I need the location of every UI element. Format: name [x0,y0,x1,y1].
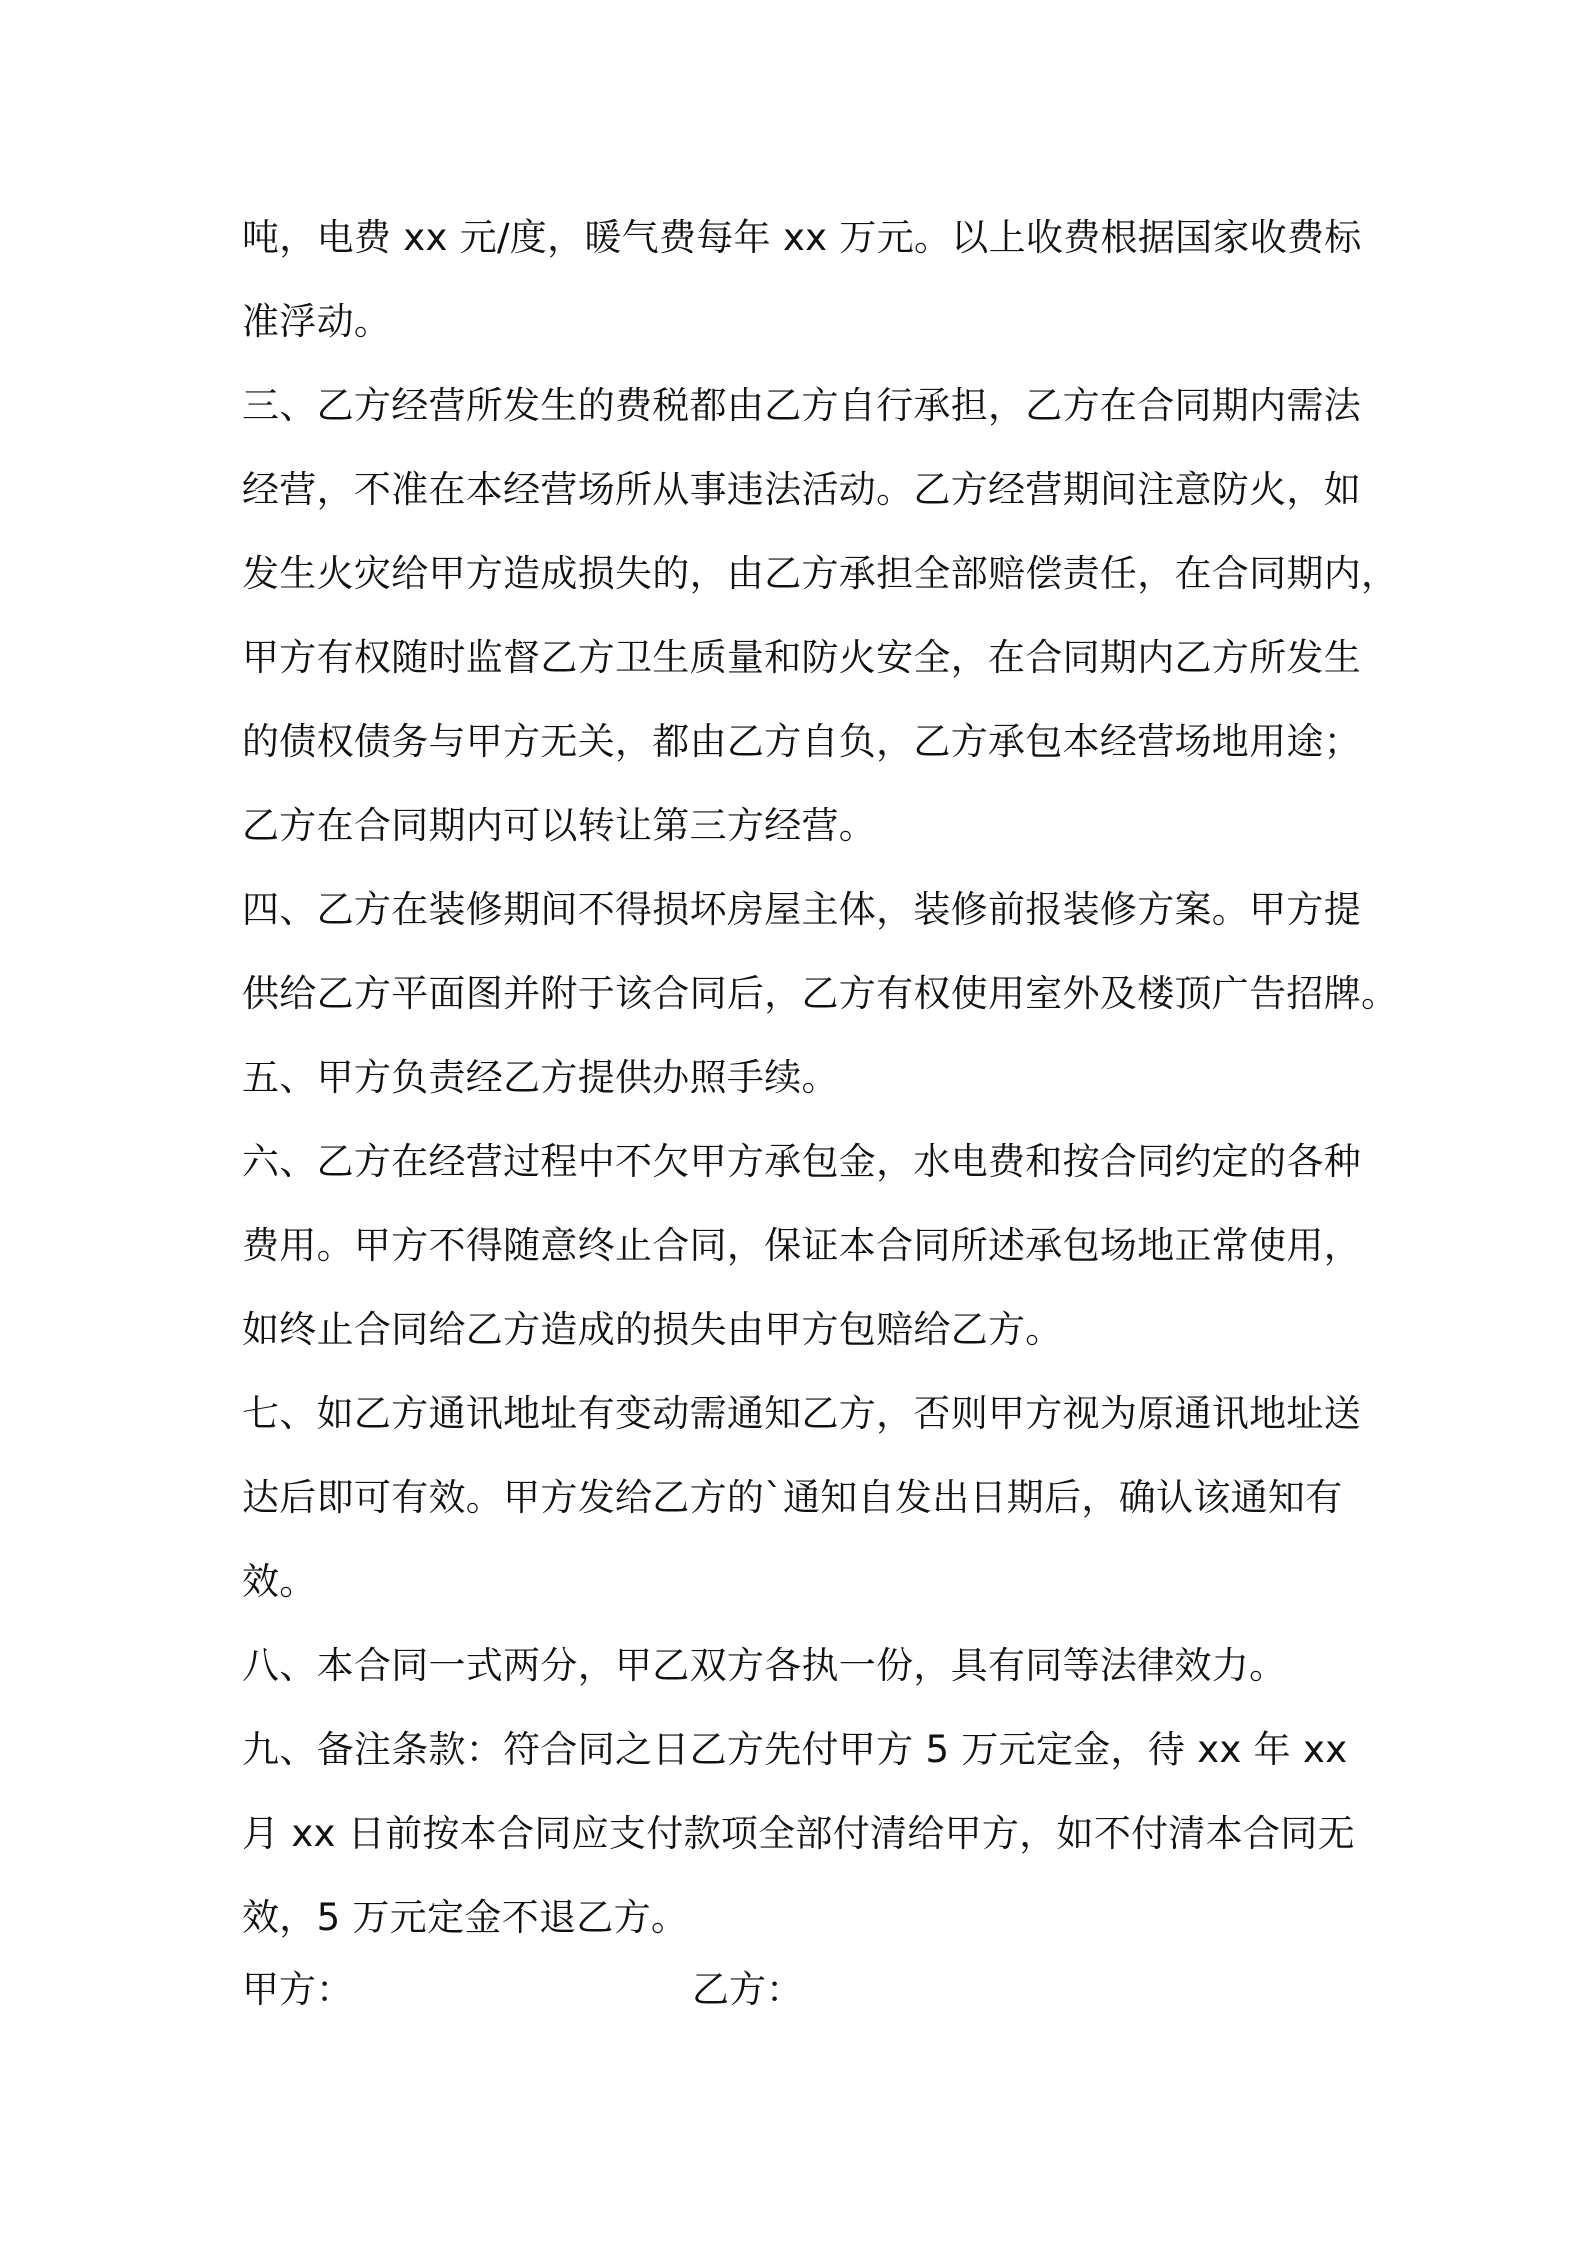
text-line: 准浮动。 [242,300,392,343]
text-line: 效。 [242,1560,317,1603]
text-line: 达后即可有效。甲方发给乙方的`通知自发出日期后，确认该通知有 [242,1476,1343,1519]
text-line: 效，5 万元定金不退乙方。 [242,1896,689,1939]
text-line: 月 xx 日前按本合同应支付款项全部付清给甲方，如不付清本合同无 [242,1812,1355,1855]
text-line: 如终止合同给乙方造成的损失由甲方包赔给乙方。 [242,1308,1063,1351]
text-line: 供给乙方平面图并附于该合同后，乙方有权使用室外及楼顶广告招牌。 [242,972,1399,1015]
signature-block [242,1948,1362,2032]
text-line: 吨，电费 xx 元/度，暖气费每年 xx 万元。以上收费根据国家收费标 [242,216,1362,259]
clause-7-line: 七、如乙方通讯地址有变动需通知乙方，否则甲方视为原通讯地址送 [242,1392,1361,1435]
clause-5-line: 五、甲方负责经乙方提供办照手续。 [242,1056,839,1099]
text-line: 经营，不准在本经营场所从事违法活动。乙方经营期间注意防火，如 [242,468,1361,511]
contract-body [242,196,1399,1960]
text-line: 发生火灾给甲方造成损失的，由乙方承担全部赔偿责任，在合同期内， [242,552,1399,595]
text-line: 的债权债务与甲方无关，都由乙方自负，乙方承包本经营场地用途； [242,720,1361,763]
clause-3-line: 三、乙方经营所发生的费税都由乙方自行承担，乙方在合同期内需法 [242,384,1361,427]
clause-4-line: 四、乙方在装修期间不得损坏房屋主体，装修前报装修方案。甲方提 [242,888,1361,931]
clause-9-line: 九、备注条款：符合同之日乙方先付甲方 5 万元定金，待 xx 年 xx [242,1728,1348,1771]
clause-6-line: 六、乙方在经营过程中不欠甲方承包金，水电费和按合同约定的各种 [242,1140,1361,1183]
text-line: 乙方在合同期内可以转让第三方经营。 [242,804,877,847]
party-a-signature-label: 甲方： [242,1968,353,2011]
clause-8-line: 八、本合同一式两分，甲乙双方各执一份，具有同等法律效力。 [242,1644,1287,1687]
text-line: 费用。甲方不得随意终止合同，保证本合同所述承包场地正常使用， [242,1224,1361,1267]
text-line: 甲方有权随时监督乙方卫生质量和防火安全，在合同期内乙方所发生 [242,636,1361,679]
party-b-signature-label: 乙方： [692,1968,803,2011]
